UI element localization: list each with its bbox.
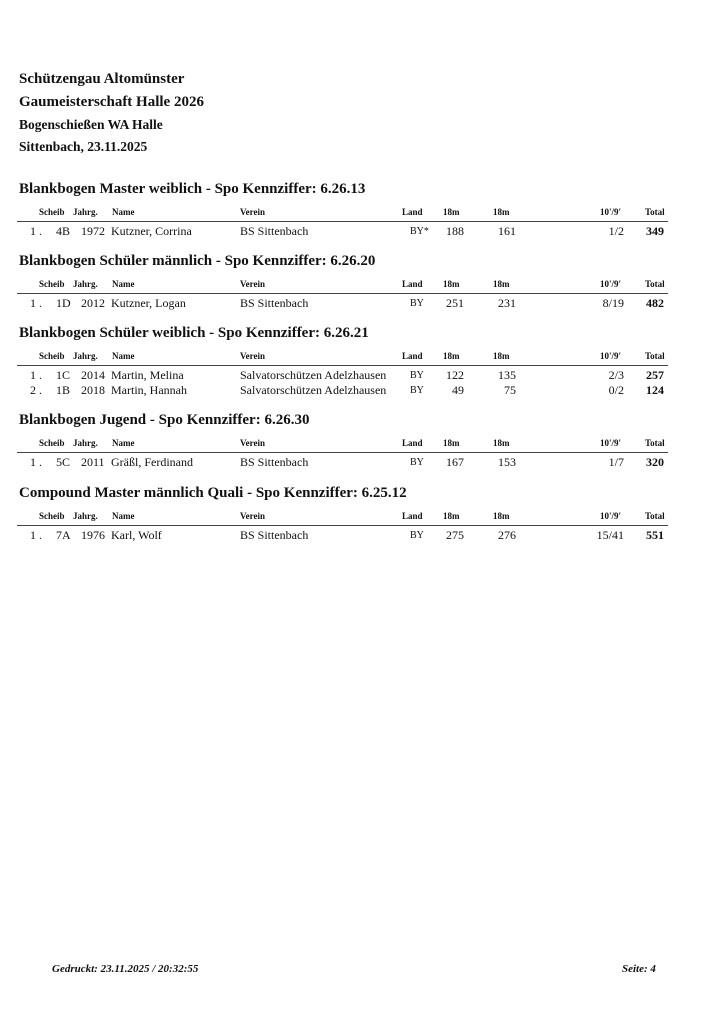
col-header-land: Land (402, 511, 423, 521)
birth-year: 1972 (81, 224, 105, 238)
athlete-name: Gräßl, Ferdinand (111, 455, 193, 469)
col-header-distance-1: 18m (443, 207, 460, 217)
rank: 1 . (30, 368, 42, 382)
col-header-distance-1: 18m (443, 511, 460, 521)
page-number: Seite: 4 (622, 963, 656, 975)
birth-year: 2018 (81, 383, 105, 397)
birth-year: 2011 (81, 455, 105, 469)
total-score: 320 (646, 455, 664, 469)
state: BY (410, 385, 424, 396)
table-row (0, 296, 724, 312)
club-name: BS Sittenbach (240, 224, 309, 238)
col-header-distance-2: 18m (493, 351, 510, 361)
header-rule (17, 452, 668, 453)
table-row (0, 224, 724, 240)
state: BY (410, 530, 424, 541)
athlete-name: Kutzner, Logan (111, 296, 186, 310)
state: BY* (410, 226, 429, 237)
club-name: Salvatorschützen Adelzhausen (240, 383, 387, 397)
athlete-name: Karl, Wolf (111, 528, 162, 542)
col-header-distance-2: 18m (493, 279, 510, 289)
col-header-name: Name (112, 279, 135, 289)
col-header-verein: Verein (240, 438, 266, 448)
printed-timestamp: Gedruckt: 23.11.2025 / 20:32:55 (52, 963, 199, 975)
col-header-tens-nines: 10'/9' (600, 511, 622, 521)
total-score: 124 (646, 383, 664, 397)
target-number: 1C (56, 368, 71, 382)
col-header-distance-1: 18m (443, 351, 460, 361)
col-header-distance-2: 18m (493, 511, 510, 521)
score-round-2: 161 (498, 224, 516, 238)
col-header-total: Total (645, 207, 665, 217)
score-round-2: 135 (498, 368, 516, 382)
section-title: Blankbogen Master weiblich - Spo Kennziffer: 6.26.13 (19, 181, 366, 197)
col-header-jahrgang: Jahrg. (73, 511, 98, 521)
discipline-title: Bogenschießen WA Halle (19, 117, 163, 132)
table-row (0, 368, 724, 384)
col-header-distance-1: 18m (443, 438, 460, 448)
target-number: 7A (56, 528, 71, 542)
col-header-land: Land (402, 279, 423, 289)
col-header-jahrgang: Jahrg. (73, 279, 98, 289)
col-header-jahrgang: Jahrg. (73, 438, 98, 448)
col-header-verein: Verein (240, 511, 266, 521)
score-round-2: 276 (498, 528, 516, 542)
birth-year: 2012 (81, 296, 105, 310)
club-name: Salvatorschützen Adelzhausen (240, 368, 387, 382)
col-header-scheibe: Scheib (39, 207, 65, 217)
score-round-2: 75 (504, 383, 516, 397)
tens-nines: 1/7 (608, 455, 624, 469)
col-header-total: Total (645, 511, 665, 521)
tens-nines: 15/41 (596, 528, 624, 542)
birth-year: 2014 (81, 368, 105, 382)
rank: 1 . (30, 455, 42, 469)
tens-nines: 1/2 (608, 224, 624, 238)
col-header-name: Name (112, 438, 135, 448)
col-header-scheibe: Scheib (39, 438, 65, 448)
section-title: Blankbogen Schüler weiblich - Spo Kennziffer: 6.26.21 (19, 325, 369, 341)
target-number: 1D (56, 296, 71, 310)
col-header-name: Name (112, 511, 135, 521)
total-score: 482 (646, 296, 664, 310)
col-header-scheibe: Scheib (39, 511, 65, 521)
col-header-tens-nines: 10'/9' (600, 351, 622, 361)
tens-nines: 8/19 (602, 296, 624, 310)
club-name: BS Sittenbach (240, 296, 309, 310)
col-header-total: Total (645, 279, 665, 289)
event-title: Gaumeisterschaft Halle 2026 (19, 94, 204, 110)
state: BY (410, 370, 424, 381)
col-header-name: Name (112, 207, 135, 217)
col-header-jahrgang: Jahrg. (73, 207, 98, 217)
tens-nines: 0/2 (608, 383, 624, 397)
athlete-name: Martin, Hannah (111, 383, 187, 397)
score-round-1: 49 (452, 383, 464, 397)
col-header-scheibe: Scheib (39, 351, 65, 361)
rank: 1 . (30, 296, 42, 310)
col-header-tens-nines: 10'/9' (600, 279, 622, 289)
score-round-1: 167 (446, 455, 464, 469)
score-round-1: 251 (446, 296, 464, 310)
total-score: 551 (646, 528, 664, 542)
col-header-land: Land (402, 207, 423, 217)
col-header-distance-2: 18m (493, 438, 510, 448)
col-header-name: Name (112, 351, 135, 361)
col-header-land: Land (402, 438, 423, 448)
section-title: Compound Master männlich Quali - Spo Kennziffer: 6.25.12 (19, 485, 407, 501)
table-row (0, 455, 724, 471)
col-header-total: Total (645, 438, 665, 448)
target-number: 1B (56, 383, 71, 397)
state: BY (410, 457, 424, 468)
header-rule (17, 221, 668, 222)
table-row (0, 528, 724, 544)
header-rule (17, 525, 668, 526)
section-title: Blankbogen Schüler männlich - Spo Kennziffer: 6.26.20 (19, 253, 376, 269)
club-name: BS Sittenbach (240, 455, 309, 469)
athlete-name: Kutzner, Corrina (111, 224, 192, 238)
col-header-tens-nines: 10'/9' (600, 438, 622, 448)
target-number: 5C (56, 455, 71, 469)
score-round-1: 122 (446, 368, 464, 382)
table-row (0, 383, 724, 399)
score-round-2: 231 (498, 296, 516, 310)
col-header-total: Total (645, 351, 665, 361)
col-header-verein: Verein (240, 279, 266, 289)
birth-year: 1976 (81, 528, 105, 542)
col-header-verein: Verein (240, 207, 266, 217)
athlete-name: Martin, Melina (111, 368, 184, 382)
rank: 2 . (30, 383, 42, 397)
col-header-distance-2: 18m (493, 207, 510, 217)
col-header-jahrgang: Jahrg. (73, 351, 98, 361)
score-round-1: 275 (446, 528, 464, 542)
col-header-scheibe: Scheib (39, 279, 65, 289)
rank: 1 . (30, 528, 42, 542)
place-date: Sittenbach, 23.11.2025 (19, 139, 148, 154)
col-header-distance-1: 18m (443, 279, 460, 289)
col-header-tens-nines: 10'/9' (600, 207, 622, 217)
tens-nines: 2/3 (608, 368, 624, 382)
score-round-1: 188 (446, 224, 464, 238)
header-rule (17, 293, 668, 294)
rank: 1 . (30, 224, 42, 238)
score-round-2: 153 (498, 455, 516, 469)
col-header-verein: Verein (240, 351, 266, 361)
org-title: Schützengau Altomünster (19, 71, 185, 87)
header-rule (17, 365, 668, 366)
total-score: 349 (646, 224, 664, 238)
state: BY (410, 298, 424, 309)
club-name: BS Sittenbach (240, 528, 309, 542)
total-score: 257 (646, 368, 664, 382)
target-number: 4B (56, 224, 71, 238)
col-header-land: Land (402, 351, 423, 361)
section-title: Blankbogen Jugend - Spo Kennziffer: 6.26.30 (19, 412, 310, 428)
